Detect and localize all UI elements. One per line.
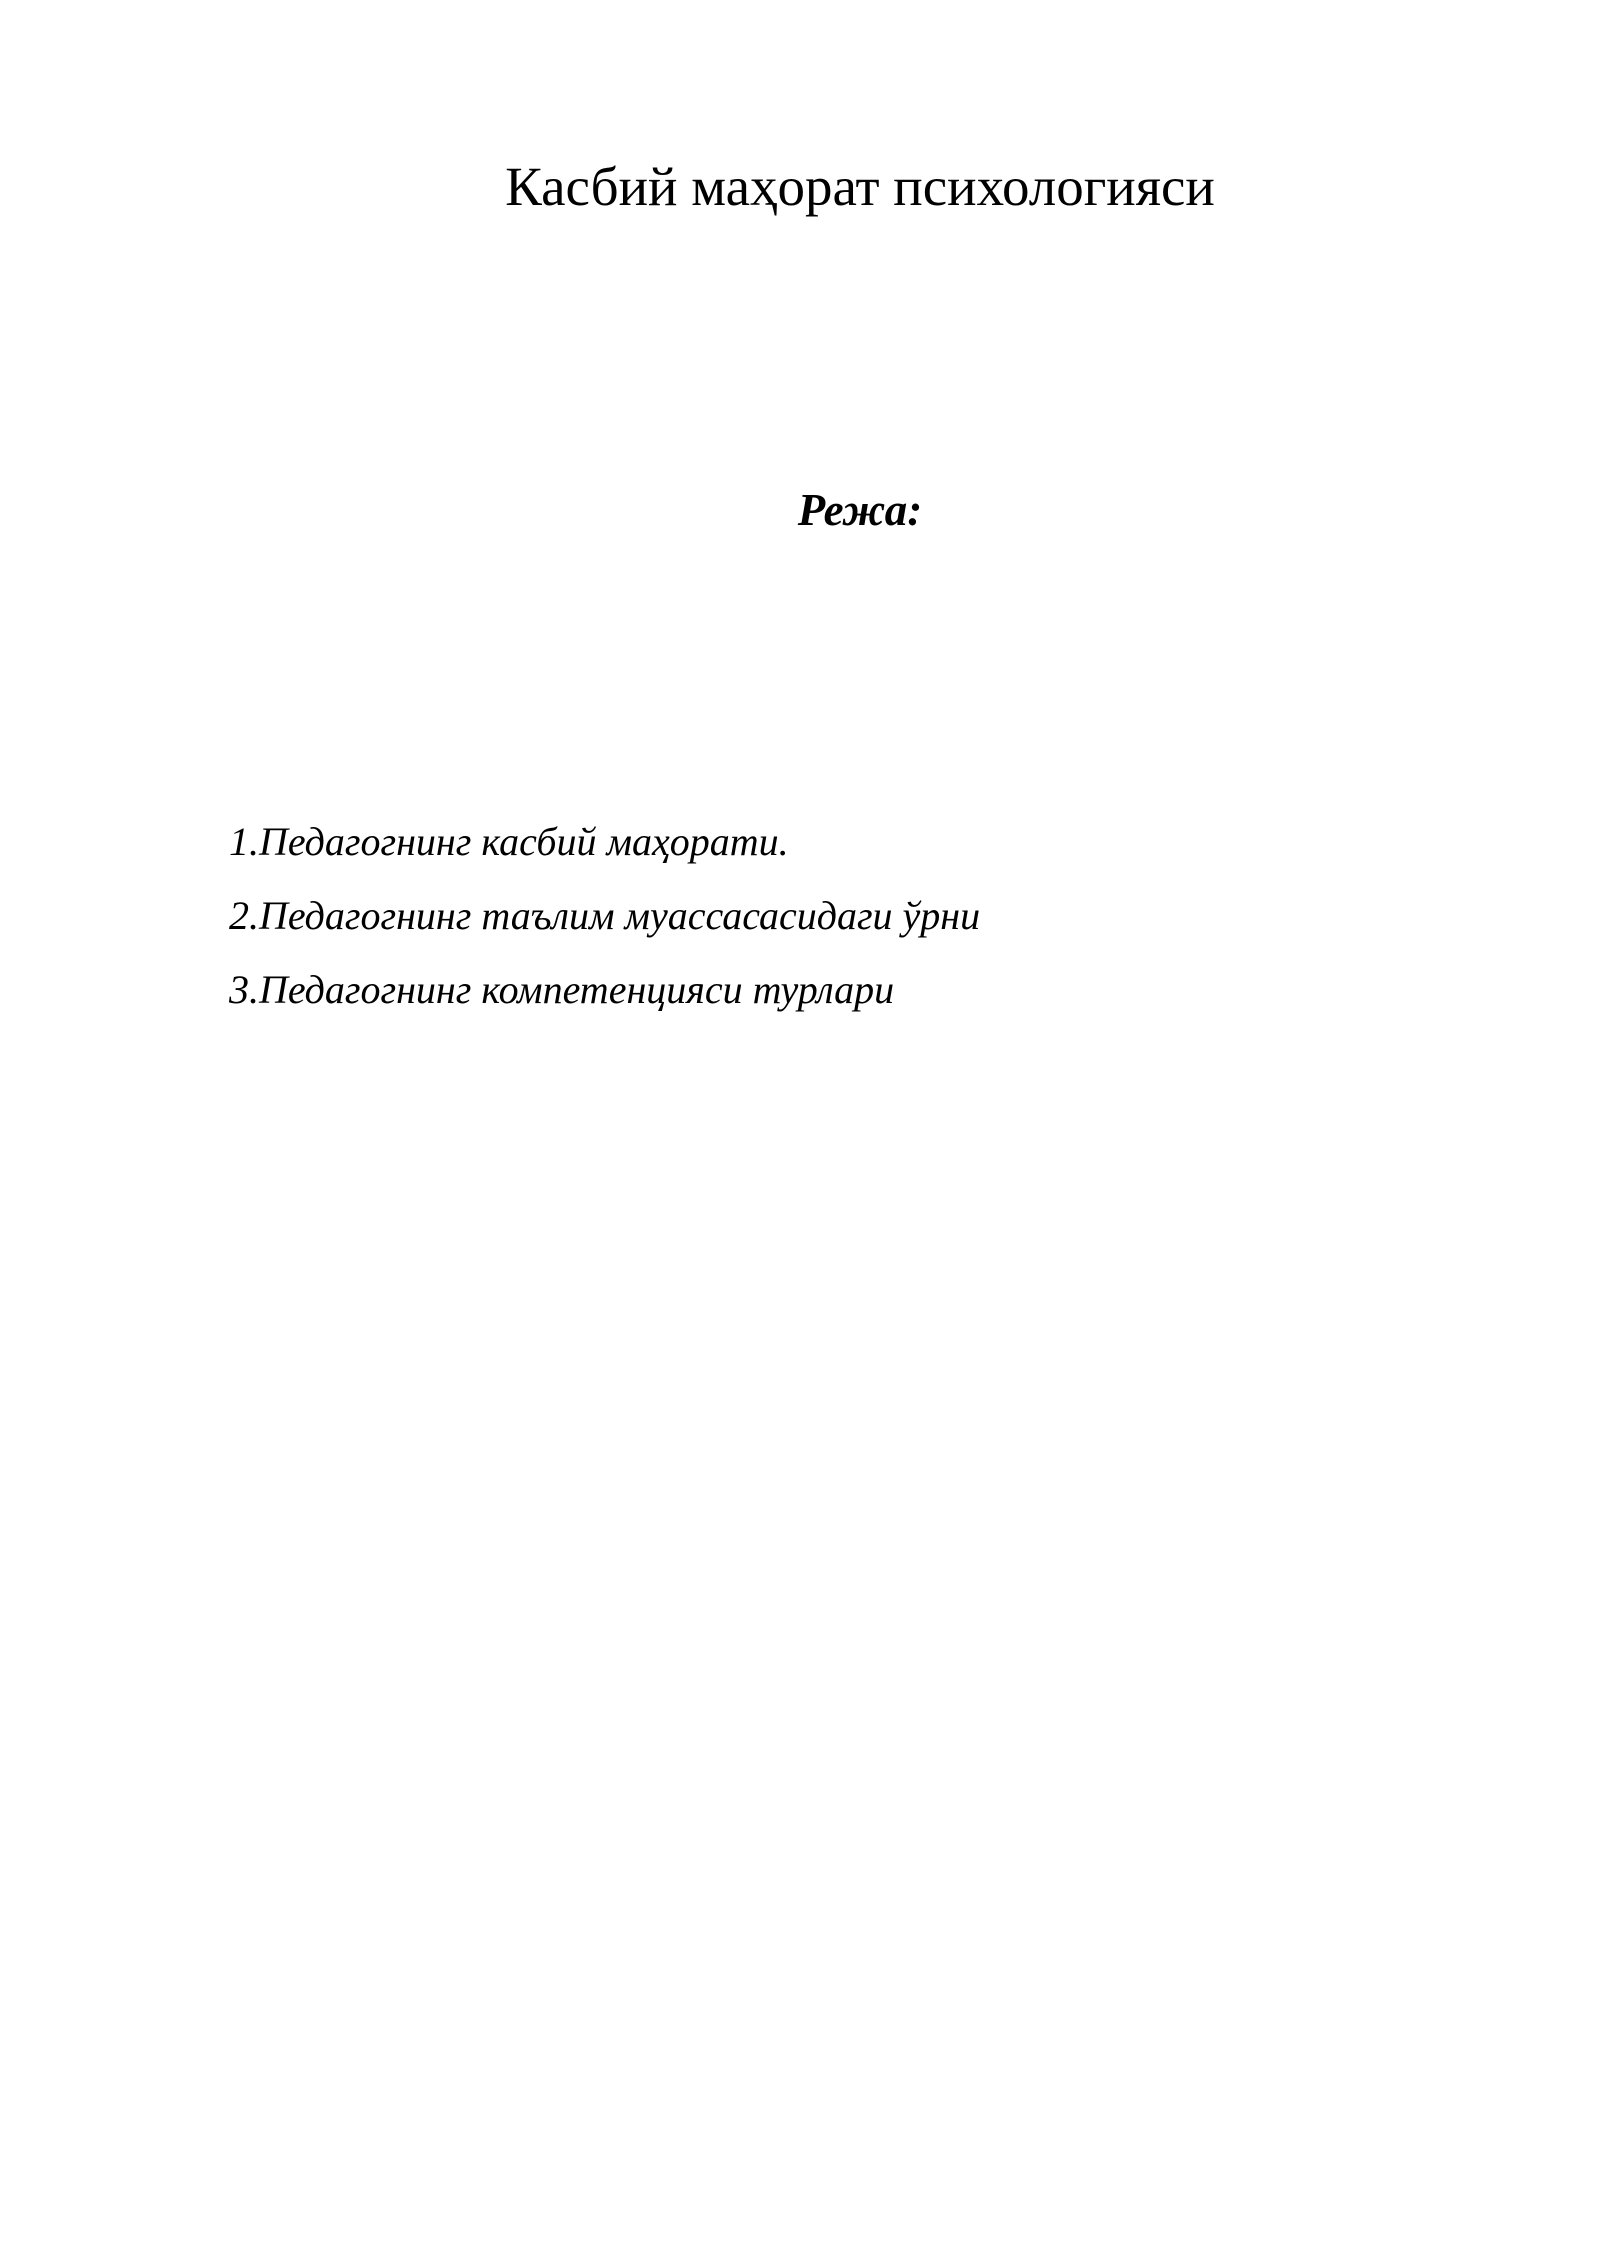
plan-list	[229, 805, 980, 1027]
plan-item-2: 2.Педагогнинг таълим муассасасидаги ўрни	[229, 893, 981, 938]
plan-item-3: 3.Педагогнинг компетенцияси турлари	[229, 967, 895, 1012]
document-title: Касбий маҳорат психологияси	[505, 156, 1215, 217]
plan-heading: Режа:	[797, 485, 923, 535]
plan-item-1: 1.Педагогнинг касбий маҳорати.	[229, 819, 789, 864]
